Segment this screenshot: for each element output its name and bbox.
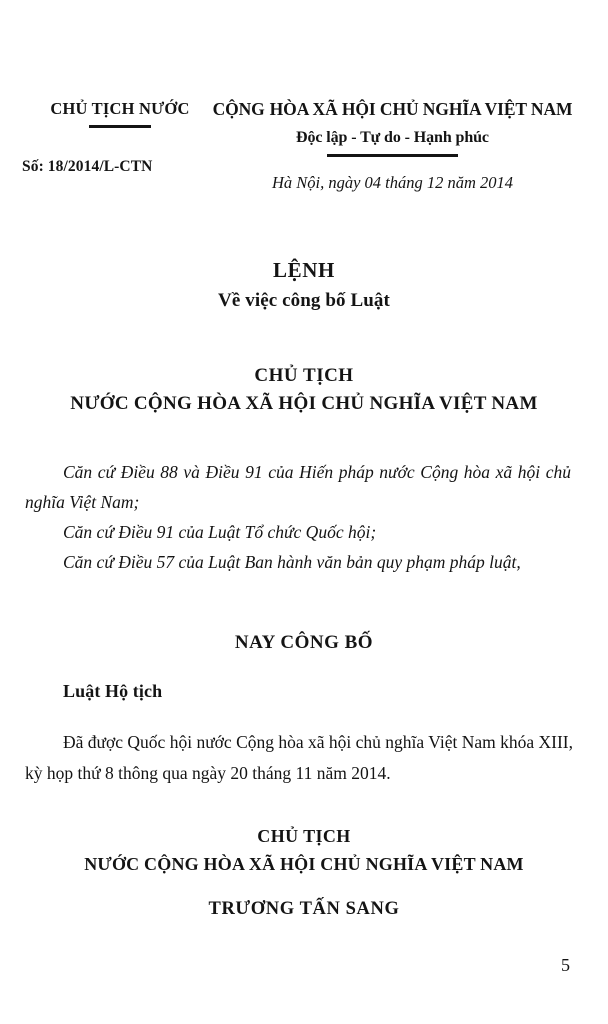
preamble-paragraph: Căn cứ Điều 57 của Luật Ban hành văn bản quy phạm pháp luật, [63,552,521,572]
preamble-paragraph: Căn cứ Điều 88 và Điều 91 của Hiến pháp nước Cộng hòa xã hội chủ nghĩa Việt Nam; [25,462,571,512]
signatory-name: TRƯƠNG TẤN SANG [208,899,400,919]
promulgation-heading: NAY CÔNG BỐ [234,632,374,653]
motto-divider-rule [327,154,458,157]
issuer-divider-rule [89,125,151,128]
preamble-paragraph: Căn cứ Điều 91 của Luật Tổ chức Quốc hội; [63,522,377,542]
place-and-date: Hà Nội, ngày 04 tháng 12 năm 2014 [271,172,514,192]
signature-state: NƯỚC CỘNG HÒA XÃ HỘI CHỦ NGHĨA VIỆT NAM [84,854,524,874]
document-subtitle: Về việc công bố Luật [218,290,390,311]
authority-role-heading: CHỦ TỊCH [254,365,354,386]
promulgated-law-name: Luật Hộ tịch [63,681,163,701]
document-title: LỆNH [273,258,335,282]
national-motto: Độc lập - Tự do - Hạnh phúc [296,129,489,147]
signature-role: CHỦ TỊCH [257,826,351,846]
adoption-paragraph: Đã được Quốc hội nước Cộng hòa xã hội chủ nghĩa Việt Nam khóa XIII, kỳ họp thứ 8 thông qua ngày 20 tháng 11 năm 2014. [25,732,573,783]
national-heading-block [200,100,585,193]
national-title-part2: HÒA XÃ HỘI CHỦ NGHĨA VIỆT NAM [269,99,573,119]
issuer-block [25,100,215,128]
issuer-title: CHỦ TỊCH NƯỚC [50,99,190,118]
national-title [200,100,585,119]
page-number: 5 [561,955,570,975]
document-masthead [0,100,608,230]
document-number: Số: 18/2014/L-CTN [22,158,153,175]
adoption-section [25,727,573,789]
authority-state-heading: NƯỚC CỘNG HÒA XÃ HỘI CHỦ NGHĨA VIỆT NAM [70,393,538,414]
preamble-section [25,457,571,577]
national-title-part1: CỘNG [212,99,265,119]
